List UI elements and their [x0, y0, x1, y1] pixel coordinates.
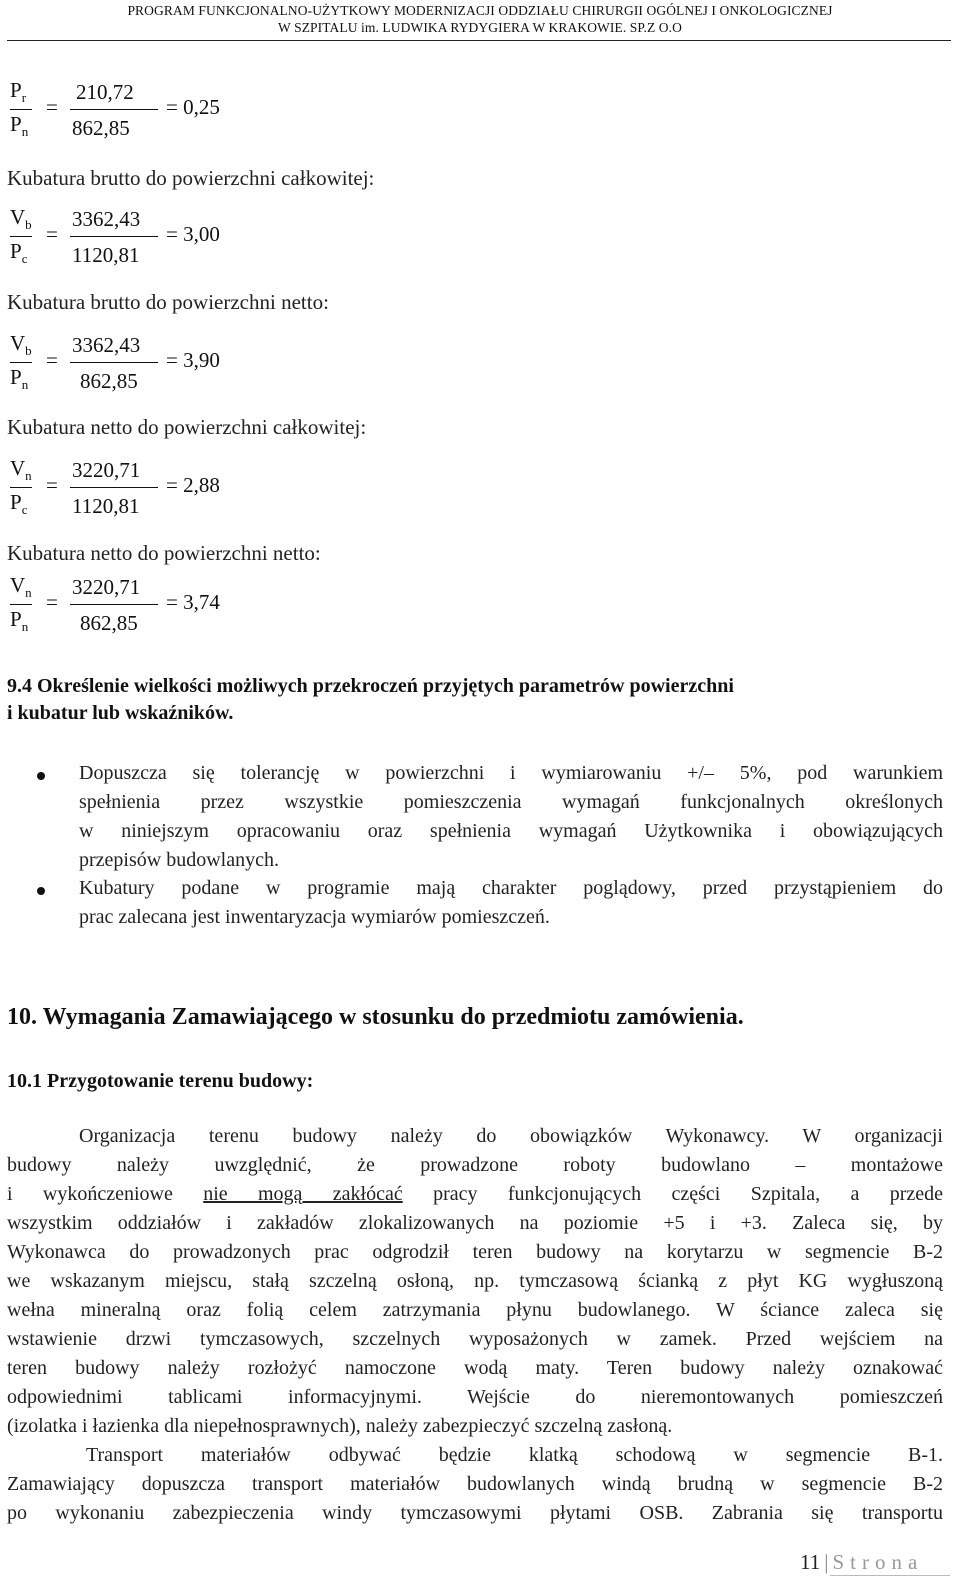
page-footer [800, 1550, 923, 1575]
formula-result: = 2,88 [166, 473, 220, 497]
formula-equals: = [46, 590, 58, 614]
label-brutto-calkowita: Kubatura brutto do powierzchni całkowitej: [7, 166, 375, 190]
formula-lhs-bar [10, 487, 32, 488]
formula-bar [70, 362, 158, 363]
bullet-line: w niniejszym opracowaniu oraz spełnienia wymagań Użytkownika i obowiązujących [79, 820, 943, 842]
formula-numerator: 3220,71 [72, 575, 141, 599]
formula-bar [70, 604, 158, 605]
paragraph-line: Organizacja terenu budowy należy do obowiązków Wykonawcy. W organizacji [79, 1125, 943, 1147]
formula-lhs-denominator: $P_n$ [10, 112, 29, 139]
paragraph-line: budowy należy uwzględnić, że prowadzone roboty budowlano – montażowe [7, 1154, 943, 1176]
section-10-1-heading: 10.1 Przygotowanie terenu budowy: [7, 1070, 314, 1092]
bullet-line: przepisów budowlanych. [79, 849, 279, 871]
footer-separator: | [824, 1550, 829, 1574]
formula-denominator: 862,85 [72, 116, 130, 140]
formula-ratio-vn-pn [10, 573, 260, 643]
formula-lhs-bar [10, 236, 32, 237]
bullet-dot-icon [37, 772, 45, 780]
paragraph-line: i wykończeniowe nie mogą zakłócać pracy funkcjonujących części Szpitala, a przede [7, 1183, 943, 1205]
section-9-4-heading-line-1: 9.4 Określenie wielkości możliwych przekroczeń przyjętych parametrów powierzchni [7, 675, 734, 697]
paragraph-line: (izolatka i łazienka dla niepełnosprawnych), należy zabezpieczyć szczelną zasłoną. [7, 1415, 673, 1437]
formula-bar [70, 109, 158, 110]
bullet-line: Kubatury podane w programie mają charakter poglądowy, przed przystąpieniem do [79, 877, 943, 899]
label-brutto-netto: Kubatura brutto do powierzchni netto: [7, 290, 329, 314]
formula-lhs-numerator: $V_b$ [10, 331, 32, 358]
bullet-line: Dopuszcza się tolerancję w powierzchni i wymiarowaniu +/– 5%, pod warunkiem [79, 762, 943, 784]
formula-result: = 0,25 [166, 95, 220, 119]
formula-equals: = [46, 95, 58, 119]
formula-lhs-bar [10, 362, 32, 363]
formula-lhs-numerator: $P_r$ [10, 78, 27, 105]
formula-numerator: 3362,43 [72, 207, 141, 231]
header-line-2: W SZPITALU im. LUDWIKA RYDYGIERA W KRAKOWIE. SP.Z O.O [278, 20, 682, 35]
formula-numerator: 210,72 [76, 80, 134, 104]
formula-result: = 3,90 [166, 348, 220, 372]
paragraph-line: Zamawiający dopuszcza transport materiałów budowlanych windą brudną w segmencie B-2 [7, 1473, 943, 1495]
formula-ratio-pr-pn [10, 78, 260, 148]
document-header [0, 2, 960, 36]
formula-lhs-denominator: $P_n$ [10, 365, 29, 392]
underlined-phrase: nie mogą zakłócać [203, 1183, 403, 1205]
formula-lhs-bar [10, 604, 32, 605]
formula-equals: = [46, 222, 58, 246]
paragraph-line: wstawienie drzwi tymczasowych, szczelnych wyposażonych w zamek. Przed wejściem na [7, 1328, 943, 1350]
paragraph-line: odpowiednimi tablicami informacyjnymi. Wejście do nieremontowanych pomieszczeń [7, 1386, 943, 1408]
paragraph-line: Wykonawca do prowadzonych prac odgrodził teren budowy na korytarzu w segmencie B-2 [7, 1241, 943, 1263]
formula-result: = 3,74 [166, 590, 220, 614]
formula-equals: = [46, 348, 58, 372]
formula-lhs-denominator: $P_c$ [10, 239, 28, 266]
formula-bar [70, 487, 158, 488]
page-word: Strona [832, 1550, 924, 1574]
page-number: 11 [800, 1550, 821, 1574]
formula-ratio-vn-pc [10, 456, 260, 526]
bullet-line: prac zalecana jest inwentaryzacja wymiarów pomieszczeń. [79, 906, 550, 928]
formula-numerator: 3362,43 [72, 333, 141, 357]
section-10-heading: 10. Wymagania Zamawiającego w stosunku do przedmiotu zamówienia. [7, 1004, 744, 1030]
bullet-line: spełnienia przez wszystkie pomieszczenia wymagań funkcjonalnych określonych [79, 791, 943, 813]
formula-ratio-vb-pn [10, 331, 260, 401]
formula-equals: = [46, 473, 58, 497]
footer-divider [830, 1575, 950, 1576]
formula-numerator: 3220,71 [72, 458, 141, 482]
bullet-dot-icon [37, 887, 45, 895]
formula-denominator: 1120,81 [72, 494, 140, 518]
header-divider [7, 40, 951, 41]
formula-denominator: 862,85 [80, 611, 138, 635]
formula-lhs-denominator: $P_n$ [10, 607, 29, 634]
formula-lhs-numerator: $V_n$ [10, 456, 32, 483]
formula-bar [70, 236, 158, 237]
paragraph-line: po wykonaniu zabezpieczenia windy tymczasowymi płytami OSB. Zabrania się transportu [7, 1502, 943, 1524]
paragraph-line: wełna mineralną oraz folią celem zatrzymania płynu budowlanego. W ściance zaleca się [7, 1299, 943, 1321]
paragraph-line: teren budowy należy rozłożyć namoczone wodą maty. Teren budowy należy oznakować [7, 1357, 943, 1379]
header-line-1: PROGRAM FUNKCJONALNO-UŻYTKOWY MODERNIZACJI ODDZIAŁU CHIRURGII OGÓLNEJ I ONKOLOGICZNEJ [127, 3, 833, 18]
paragraph-line: Transport materiałów odbywać będzie klatką schodową w segmencie B-1. [86, 1444, 943, 1466]
paragraph-line: wszystkim oddziałów i zakładów zlokalizowanych na poziomie +5 i +3. Zaleca się, by [7, 1212, 943, 1234]
paragraph-line: we wskazanym miejscu, stałą szczelną osłoną, np. tymczasową ścianką z płyt KG wygłuszoną [7, 1270, 943, 1292]
formula-lhs-bar [10, 109, 32, 110]
formula-lhs-numerator: $V_n$ [10, 573, 32, 600]
formula-result: = 3,00 [166, 222, 220, 246]
label-netto-calkowita: Kubatura netto do powierzchni całkowitej: [7, 415, 367, 439]
formula-lhs-numerator: $V_b$ [10, 205, 32, 232]
formula-ratio-vb-pc [10, 205, 260, 275]
label-netto-netto: Kubatura netto do powierzchni netto: [7, 541, 321, 565]
formula-denominator: 862,85 [80, 369, 138, 393]
formula-denominator: 1120,81 [72, 243, 140, 267]
section-9-4-heading-line-2: i kubatur lub wskaźników. [7, 702, 234, 724]
formula-lhs-denominator: $P_c$ [10, 490, 28, 517]
